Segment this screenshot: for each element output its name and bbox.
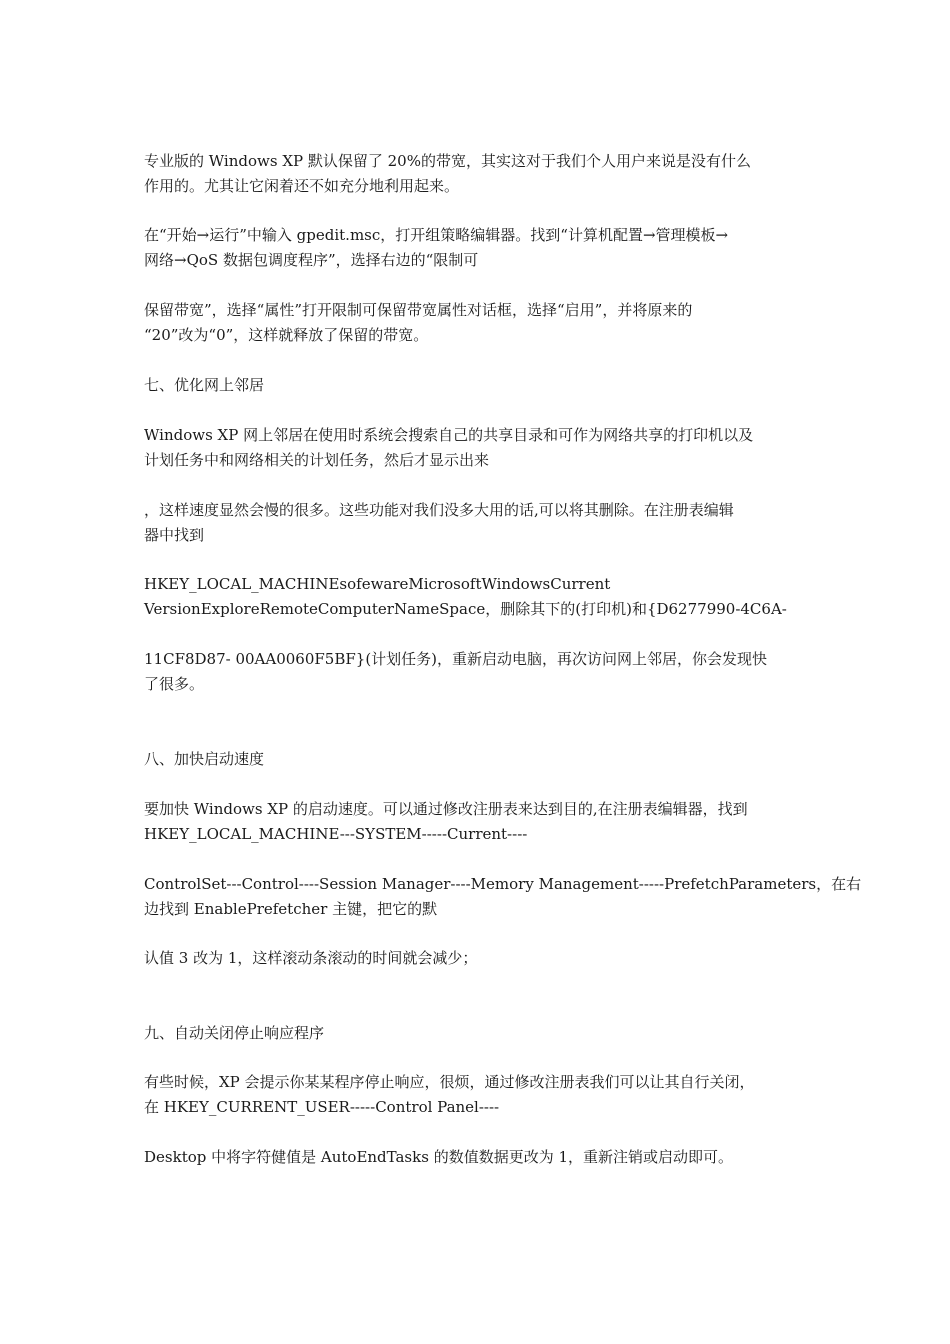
text-line: ControlSet---Control----Session Manager----Memory Management-----PrefetchParameters，在右 bbox=[144, 875, 862, 893]
text-line: 网络→QoS 数据包调度程序”，选择右边的“限制可 bbox=[144, 251, 479, 269]
paragraph-delete-and-restart bbox=[144, 647, 814, 697]
section-heading: 八、加快启动速度 bbox=[144, 750, 265, 768]
text-line: 在 HKEY_CURRENT_USER-----Control Panel---- bbox=[144, 1098, 500, 1116]
text-line: 作用的。尤其让它闲着还不如充分地利用起来。 bbox=[144, 177, 460, 195]
paragraph-network-search bbox=[144, 423, 814, 473]
text-line: 要加快 Windows XP 的启动速度。可以通过修改注册表来达到目的,在注册表编辑器，找到 bbox=[144, 800, 748, 818]
paragraph-gpedit-steps bbox=[144, 223, 814, 273]
text-line: 专业版的 Windows XP 默认保留了 20%的带宽，其实这对于我们个人用户来说是没有什么 bbox=[144, 152, 751, 170]
text-line: “20”改为“0”，这样就释放了保留的带宽。 bbox=[144, 326, 429, 344]
paragraph-bandwidth-intro bbox=[144, 149, 814, 199]
paragraph-network-slow bbox=[144, 498, 814, 548]
paragraph-not-responding bbox=[144, 1070, 814, 1120]
text-line: HKEY_LOCAL_MACHINEsofewareMicrosoftWindowsCurrent bbox=[144, 575, 611, 593]
text-line: 认值 3 改为 1，这样滚动条滚动的时间就会减少； bbox=[144, 949, 478, 967]
text-line: VersionExploreRemoteComputerNameSpace，删除其下的(打印机)和{D6277990-4C6A- bbox=[144, 600, 787, 618]
section-heading-network-neighborhood bbox=[144, 373, 814, 398]
section-heading-startup-speed bbox=[144, 747, 814, 772]
text-line: 边找到 EnablePrefetcher 主键，把它的默 bbox=[144, 900, 438, 918]
paragraph-startup-registry bbox=[144, 797, 814, 847]
text-line: 保留带宽”，选择“属性”打开限制可保留带宽属性对话框，选择“启用”，并将原来的 bbox=[144, 301, 693, 319]
paragraph-registry-key-namespace bbox=[144, 572, 814, 622]
text-line: 计划任务中和网络相关的计划任务，然后才显示出来 bbox=[144, 451, 490, 469]
text-line: HKEY_LOCAL_MACHINE---SYSTEM-----Current---- bbox=[144, 825, 528, 843]
text-line: 11CF8D87- 00AA0060F5BF}(计划任务)，重新启动电脑，再次访问网上邻居，你会发现快 bbox=[144, 650, 768, 668]
section-heading: 七、优化网上邻居 bbox=[144, 376, 265, 394]
text-line: Desktop 中将字符健值是 AutoEndTasks 的数值数据更改为 1，重新注销或启动即可。 bbox=[144, 1148, 734, 1166]
paragraph-prefetch-value bbox=[144, 946, 814, 971]
section-heading-auto-end-tasks bbox=[144, 1021, 814, 1046]
text-line: 在“开始→运行”中输入 gpedit.msc，打开组策略编辑器。找到“计算机配置→管理模板→ bbox=[144, 226, 729, 244]
section-heading: 九、自动关闭停止响应程序 bbox=[144, 1024, 325, 1042]
text-line: 器中找到 bbox=[144, 526, 205, 544]
paragraph-reserve-bandwidth bbox=[144, 298, 814, 348]
text-line: Windows XP 网上邻居在使用时系统会搜索自己的共享目录和可作为网络共享的打印机以及 bbox=[144, 426, 754, 444]
paragraph-prefetch-path bbox=[144, 872, 862, 922]
text-line: 了很多。 bbox=[144, 675, 205, 693]
text-line: 有些时候，XP 会提示你某某程序停止响应，很烦，通过修改注册表我们可以让其自行关闭， bbox=[144, 1073, 755, 1091]
text-line: ，这样速度显然会慢的很多。这些功能对我们没多大用的话,可以将其删除。在注册表编辑 bbox=[144, 501, 734, 519]
paragraph-autoendtasks bbox=[144, 1145, 814, 1170]
